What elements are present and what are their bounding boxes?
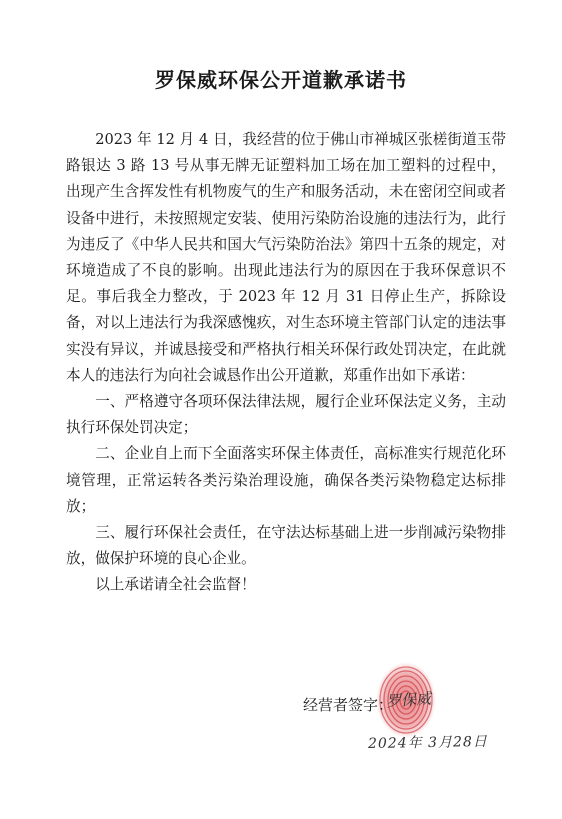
document-body bbox=[66, 127, 506, 599]
paragraph-closing: 以上承诺请全社会监督！ bbox=[95, 576, 256, 594]
signature-label: 经营者签字： bbox=[303, 696, 394, 714]
paragraph-commitment-3: 三、履行环保社会责任，在守法达标基础上进一步削减污染物排放，做保护环境的良心企业。 bbox=[66, 524, 506, 568]
paragraph-statement: 2023 年 12 月 4 日，我经营的位于佛山市禅城区张槎街道玉带路银达 3 路 13 号从事无牌无证塑料加工场在加工塑料的过程中，出现产生含挥发性有机物废气的生产和服务活动，未在密闭空间或者设备中进行，未按照规定安装、使用污染防治设施的违法行为，此行为违反了《中华人民共和国大气污染防治法》第四十五条的规定，对环境造成了不良的影响。出现此违法行为的原因在于我环保意识不足。事后我全力整改，于 2023 年 12 月 31 日停止生产，拆除设备，对以上违法行为我深感愧疚，对生态环境主管部门认定的违法事实没有异议，并诚恳接受和严格执行相关环保行政处罚决定，在此就本人的违法行为向社会诚恳作出公开道歉，郑重作出如下承诺： bbox=[66, 131, 506, 384]
paragraph-commitment-2: 二、企业自上而下全面落实环保主体责任，高标准实行规范化环境管理，正常运转各类污染治理设施，确保各类污染物稳定达标排放； bbox=[66, 445, 506, 515]
handwritten-signature: 罗保威 bbox=[385, 689, 432, 711]
handwritten-date: 2024年 3月28日 bbox=[367, 733, 488, 753]
document-title: 罗保威环保公开道歉承诺书 bbox=[155, 68, 407, 92]
paragraph-commitment-1: 一、严格遵守各项环保法律法规，履行企业环保法定义务，主动执行环保处罚决定； bbox=[66, 393, 506, 437]
